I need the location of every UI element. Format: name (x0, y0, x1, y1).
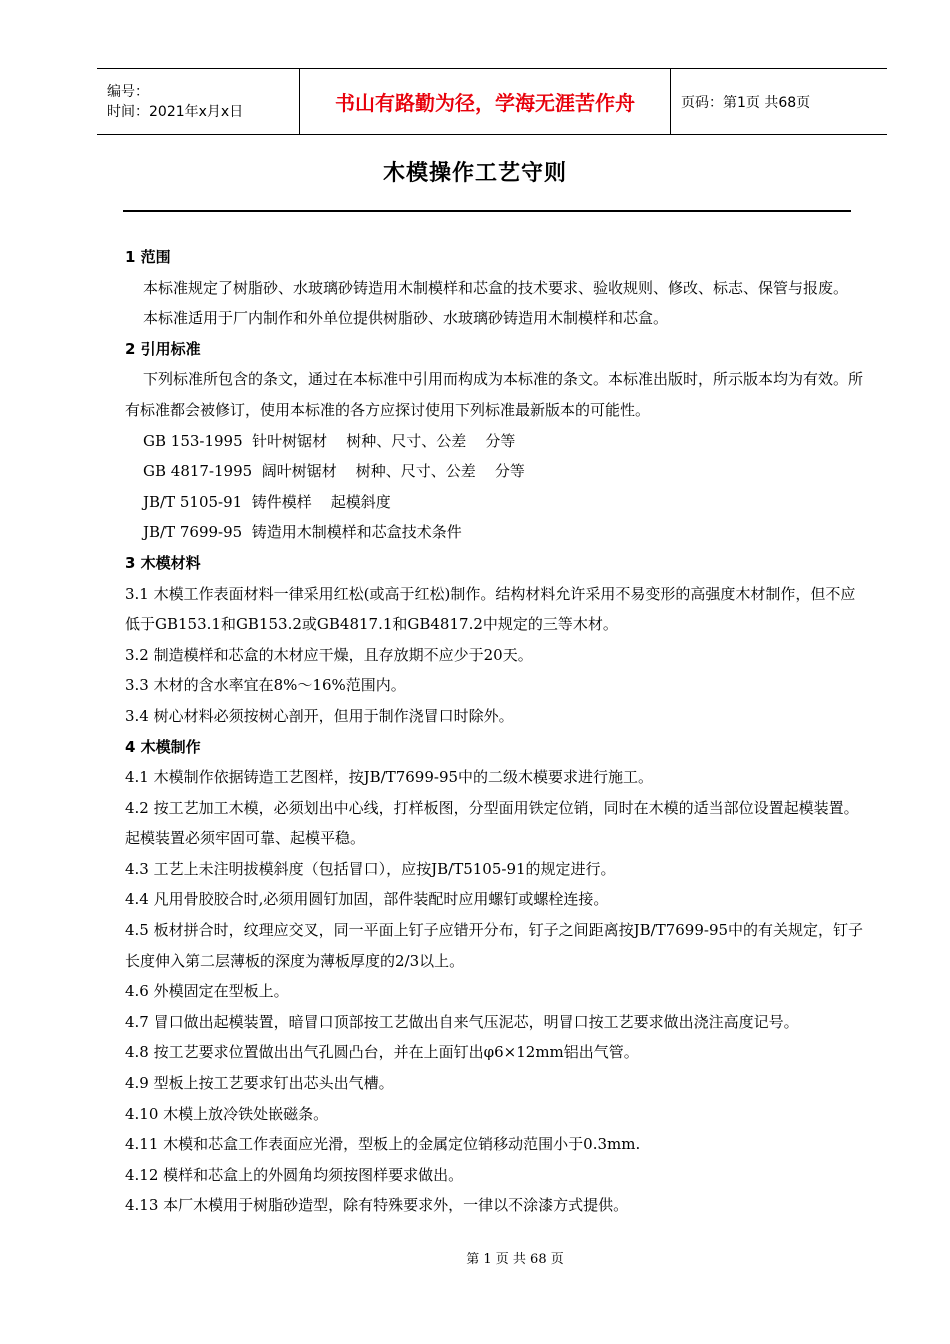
paragraph: 4.10 木模上放冷铁处嵌磁条。 (125, 1104, 329, 1123)
document-body (125, 242, 867, 1221)
paragraph: 4.2 按工艺加工木模，必须划出中心线，打样板图，分型面用铁定位销，同时在木模的适当部位设置起模装置。起模装置必须牢固可靠、起模平稳。 (125, 798, 859, 848)
paragraph: 4.6 外模固定在型板上。 (125, 982, 289, 1001)
header-meta (97, 69, 299, 134)
paragraph: 4.7 冒口做出起模装置，暗冒口顶部按工艺做出自来气压泥芯，明冒口按工艺要求做出浇注高度记号。 (125, 1012, 799, 1031)
document-title: 木模操作工艺守则 (382, 161, 567, 186)
page-header (97, 68, 887, 135)
paragraph: 4.3 工艺上未注明拔模斜度（包括冒口），应按JB/T5105-91的规定进行。 (125, 859, 616, 878)
paragraph: 本标准适用于厂内制作和外单位提供树脂砂、水玻璃砂铸造用木制模样和芯盒。 (143, 309, 669, 328)
reference-item: JB/T 7699-95 铸造用木制模样和芯盒技术条件 (143, 523, 462, 542)
page-footer: 第 1 页 共 68 页 (466, 1252, 564, 1267)
paragraph: 4.13 本厂木模用于树脂砂造型，除有特殊要求外，一律以不涂漆方式提供。 (125, 1196, 629, 1215)
header-page-info: 页码：第1页 共68页 (681, 94, 811, 111)
paragraph: 下列标准所包含的条文，通过在本标准中引用而构成为本标准的条文。本标准出版时，所示版本均为有效。所有标准都会被修订，使用本标准的各方应探讨使用下列标准最新版本的可能性。 (125, 370, 864, 419)
section-heading: 3 木模材料 (125, 553, 201, 572)
paragraph: 3.1 木模工作表面材料一律采用红松(或高于红松)制作。结构材料允许采用不易变形的高强度木材制作，但不应低于GB153.1和GB153.2或GB4817.1和GB4817.2中规定的三等木材。 (125, 584, 856, 634)
section-heading: 1 范围 (125, 248, 171, 266)
paragraph: 4.8 按工艺要求位置做出出气孔圆凸台，并在上面钉出φ6×12mm铝出气管。 (125, 1043, 639, 1062)
paragraph: 4.1 木模制作依据铸造工艺图样，按JB/T7699-95中的二级木模要求进行施工。 (125, 768, 654, 787)
title-divider (123, 210, 851, 212)
section-heading: 2 引用标准 (125, 339, 201, 358)
paragraph: 4.5 板材拼合时，纹理应交叉，同一平面上钉子应错开分布，钉子之间距离按JB/T7699-95中的有关规定，钉子长度伸入第二层薄板的深度为薄板厚度的2/3以上。 (125, 921, 864, 970)
serial-label: 编号： (107, 83, 149, 100)
paragraph: 本标准规定了树脂砂、水玻璃砂铸造用木制模样和芯盒的技术要求、验收规则、修改、标志、保管与报废。 (143, 278, 849, 297)
paragraph: 4.11 木模和芯盒工作表面应光滑，型板上的金属定位销移动范围小于0.3mm. (125, 1135, 641, 1154)
reference-item: GB 153-1995 针叶树锯材 树种、尺寸、公差 分等 (143, 431, 516, 450)
paragraph: 3.3 木材的含水率宜在8%～16%范围内。 (125, 676, 406, 695)
reference-item: JB/T 5105-91 铸件模样 起模斜度 (143, 492, 391, 511)
reference-item: GB 4817-1995 阔叶树锯材 树种、尺寸、公差 分等 (143, 462, 525, 481)
paragraph: 4.9 型板上按工艺要求钉出芯头出气槽。 (125, 1074, 394, 1093)
paragraph: 4.4 凡用骨胶胶合时,必须用圆钉加固，部件装配时应用螺钉或螺栓连接。 (125, 890, 609, 909)
paragraph: 3.2 制造模样和芯盒的木材应干燥，且存放期不应少于20天。 (125, 645, 533, 664)
time-label: 时间：2021年x月x日 (107, 103, 244, 120)
header-motto: 书山有路勤为径，学海无涯苦作舟 (299, 69, 671, 134)
section-heading: 4 木模制作 (125, 737, 201, 756)
paragraph: 3.4 树心材料必须按树心剖开，但用于制作浇冒口时除外。 (125, 706, 514, 725)
paragraph: 4.12 模样和芯盒上的外圆角均须按图样要求做出。 (125, 1165, 464, 1184)
